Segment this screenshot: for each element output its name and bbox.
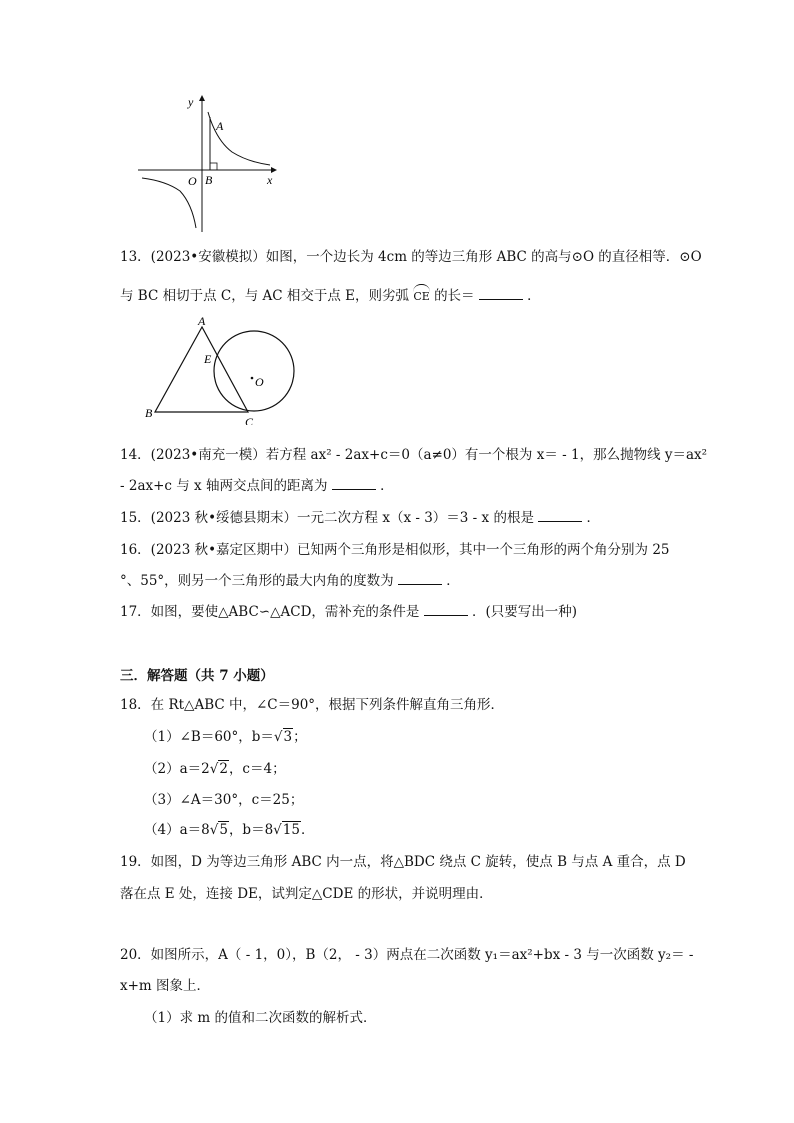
x-axis-label: x <box>267 173 273 187</box>
label-a: A <box>198 315 206 328</box>
answer-blank <box>538 509 582 522</box>
answer-blank <box>398 572 442 585</box>
q15-line <box>120 509 600 527</box>
point-b-label: B <box>205 173 213 187</box>
q14-line2 <box>120 477 394 495</box>
answer-blank <box>332 477 376 490</box>
q20-part1: （1）求 m 的值和二次函数的解析式． <box>144 1010 377 1026</box>
y-axis-label: y <box>188 95 194 109</box>
radicand: 2 <box>219 761 228 777</box>
q16-line2-end: ． <box>446 573 460 589</box>
answer-blank <box>479 287 523 300</box>
sqrt-sign: √ <box>209 761 219 777</box>
label-b: B <box>145 406 153 420</box>
q15-end: ． <box>586 510 601 526</box>
q13-line2-post: 的长＝ <box>434 288 475 304</box>
q13-line2-end: ． <box>527 288 541 304</box>
q18-p4-end: ． <box>300 822 315 838</box>
label-o: O <box>255 375 264 389</box>
q18-part2 <box>144 760 286 778</box>
sqrt-sign: √ <box>273 822 282 838</box>
origin-label: O <box>188 174 197 188</box>
q18-part1 <box>144 728 307 746</box>
q16-line2 <box>120 572 460 590</box>
triangle-abc <box>155 327 248 412</box>
q16-line2-pre: °、55°，则另一个三角形的最大内角的度数为 <box>120 573 394 589</box>
q14-line1: 14．(2023•南充一模）若方程 ax² - 2ax+c＝0（a≠0）有一个根为 x＝ - 1，那么抛物线 y＝ax² <box>120 447 708 463</box>
q18-part3: （3）∠A＝30°，c＝25； <box>144 792 304 808</box>
section-heading: 三．解答题（共 7 小题） <box>120 668 274 684</box>
sqrt-sign: √ <box>209 822 219 838</box>
q18-p1-pre: （1）∠B＝60°，b＝ <box>144 729 274 745</box>
label-c: C <box>245 415 254 425</box>
point-a-label: A <box>216 119 224 133</box>
q18-part4 <box>144 821 314 839</box>
q18-p4-pre: （4）a＝8 <box>144 822 210 838</box>
q14-line2-pre: - 2ax+c 与 x 轴两交点间的距离为 <box>120 478 328 494</box>
right-angle-mark <box>210 163 217 170</box>
q13-line2-pre: 与 BC 相切于点 C，与 AC 相交于点 E，则劣弧 <box>120 288 410 304</box>
arc-ce-label: CE <box>413 284 429 306</box>
q18-p1-end: ； <box>293 729 307 745</box>
q20-line1: 20．如图所示，A（ - 1，0），B（2， - 3）两点在二次函数 y₁＝ax²+bx - 3 与一次函数 y₂＝ - <box>120 947 694 963</box>
q13-line2 <box>120 284 541 306</box>
q14-line2-end: ． <box>380 478 394 494</box>
triangle-circle-figure <box>138 315 308 425</box>
q19-line1: 19．如图，D 为等边三角形 ABC 内一点，将△BDC 绕点 C 旋转，使点 B 与点 A 重合，点 D <box>120 854 686 870</box>
q18-p2-post: ，c＝4； <box>228 761 286 777</box>
q20-line2: x+m 图象上． <box>120 978 211 994</box>
q17-post: ．(只要写出一种) <box>472 604 578 620</box>
answer-blank <box>424 603 468 616</box>
q13-line1: 13．(2023•安徽模拟）如图，一个边长为 4cm 的等边三角形 ABC 的高与⊙O 的直径相等．⊙O <box>120 249 702 265</box>
radicand: 5 <box>219 822 228 838</box>
q17-pre: 17．如图，要使△ABC∽△ACD，需补充的条件是 <box>120 604 420 620</box>
q15-text: 15．(2023 秋•绥德县期末）一元二次方程 x（x - 3）＝3 - x 的根是 <box>120 510 534 526</box>
q17-line <box>120 603 577 621</box>
radicand: 3 <box>283 729 293 745</box>
q18-stem: 18．在 Rt△ABC 中，∠C＝90°，根据下列条件解直角三角形． <box>120 697 505 713</box>
center-o-dot <box>251 377 254 380</box>
label-e: E <box>204 352 212 366</box>
q16-line1: 16．(2023 秋•嘉定区期中）已知两个三角形是相似形，其中一个三角形的两个角分别为 25 <box>120 542 670 558</box>
q19-line2: 落在点 E 处，连接 DE，试判定△CDE 的形状，并说明理由． <box>120 886 493 902</box>
sqrt-sign: √ <box>273 729 283 745</box>
radicand: 15 <box>282 822 300 838</box>
q18-p2-pre: （2）a＝2 <box>144 761 210 777</box>
hyperbola-graph <box>130 90 290 235</box>
q18-p4-mid: ，b＝8 <box>228 822 274 838</box>
